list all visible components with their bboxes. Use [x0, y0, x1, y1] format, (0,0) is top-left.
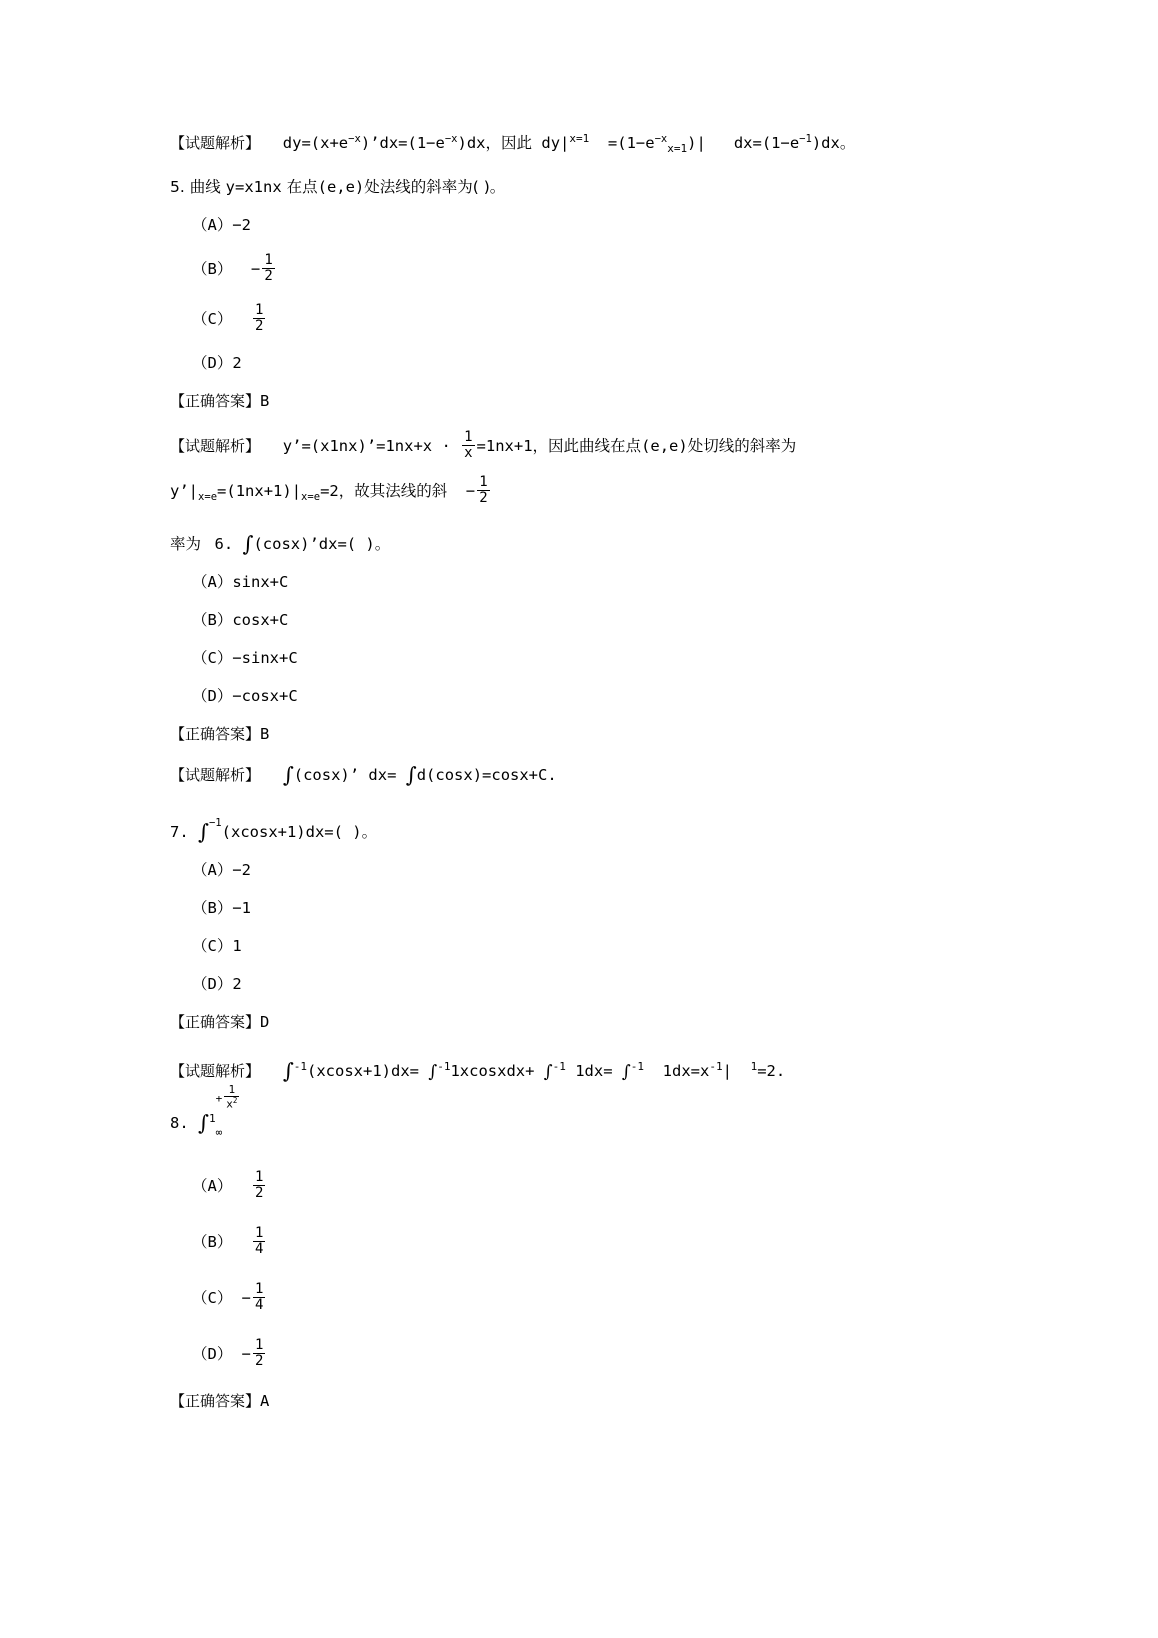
q5-option-c[interactable]: （C） $\frac{1}{2}$: [192, 302, 264, 335]
analysis-label: 【试题解析】: [170, 134, 261, 153]
answer-label: 【正确答案】: [170, 1012, 261, 1031]
q7-analysis-content: ∫$^{-1}$(xcosx+1)dx= ∫$^{-1}$1xcosxdx+ ∫$^{-1}$ 1dx= ∫$^{-1}$ $1dx=x^{-1}|$ $^1$=2.: [282, 1058, 786, 1083]
q7-option-d[interactable]: （D）2: [192, 974, 242, 993]
q6-option-d[interactable]: （D）−cosx+C: [192, 687, 298, 706]
answer-label: 【正确答案】: [170, 725, 261, 744]
q5-analysis-line2: [170, 465, 988, 523]
q5-stem: [170, 168, 988, 206]
q6-option-a[interactable]: （A）sinx+C: [192, 573, 289, 592]
q8-answer-value: A: [260, 1391, 270, 1410]
q8-stem: [170, 1083, 988, 1158]
q7-option-a[interactable]: （A）−2: [192, 860, 251, 879]
answer-label: 【正确答案】: [170, 392, 261, 411]
q5-analysis-line3: [170, 523, 988, 563]
q7-answer: [170, 1003, 988, 1042]
q5-analysis-content-1: y’=(x1nx)’=1nx+x · $\frac{1}{x}$ =1nx+1，因此曲线在点(e,e)处切线的斜率为: [264, 429, 797, 462]
q7-option-c[interactable]: （C）1: [192, 936, 242, 955]
q5-option-b[interactable]: （B） − $\frac{1}{2}$: [192, 252, 273, 285]
q8-option-a[interactable]: （A） $\frac{1}{2}$: [192, 1168, 264, 1201]
q5-analysis: [170, 427, 988, 465]
q7-stem-text: 7. ∫$^{-1}$(xcosx+1)dx=( )。: [170, 817, 378, 844]
q5-analysis-content-2: $y’|_{x=e}=(1nx+1)|_{x=e}=2$，故其法线的斜 − $\frac{1}{2}$: [170, 474, 488, 507]
q8-option-c[interactable]: （C） − $\frac{1}{4}$: [192, 1280, 264, 1313]
q7-stem: [170, 808, 988, 850]
q8-number: 8.: [170, 1114, 189, 1133]
q6-answer: [170, 715, 988, 754]
q8-answer: [170, 1382, 988, 1421]
q5-analysis-content-3: 率为: [170, 535, 202, 554]
q8-option-d[interactable]: （D） − $\frac{1}{2}$: [192, 1336, 264, 1369]
analysis-q4-content: $dy=(x+e^{-x})’dx=(1-e^{-x})dx$，因此 $dy|^{x=1} =(1-e^{-x}_{x=1})|$ $dx=(1-e^{-1})dx$。: [264, 132, 856, 156]
q7-answer-value: D: [260, 1012, 270, 1031]
q8-stem-text: 8. ∫$^1$ + $\frac{1}{x^2}$ ∞: [170, 1083, 238, 1139]
q7-analysis: [170, 1048, 988, 1090]
analysis-q4: [170, 120, 988, 168]
q6-analysis-content: ∫(cosx)’ dx= ∫d(cosx)=cosx+C.: [282, 763, 557, 788]
analysis-label: 【试题解析】: [170, 1061, 261, 1080]
q7-option-b[interactable]: （B）−1: [192, 898, 251, 917]
q5-answer-value: B: [260, 392, 270, 411]
q6-answer-value: B: [260, 725, 270, 744]
q6-number: 6.: [214, 535, 234, 554]
q5-option-d[interactable]: （D）2: [192, 354, 242, 373]
q5-answer: [170, 382, 988, 421]
analysis-label: 【试题解析】: [170, 437, 261, 456]
analysis-label: 【试题解析】: [170, 766, 261, 785]
q6-option-c[interactable]: （C）−sinx+C: [192, 649, 298, 668]
q6-option-b[interactable]: （B）cosx+C: [192, 611, 289, 630]
q5-stem-text: 曲线 y=x1nx 在点(e,e)处法线的斜率为( )。: [189, 178, 506, 197]
q5-option-a[interactable]: （A）−2: [192, 216, 251, 235]
q8-option-b[interactable]: （B） $\frac{1}{4}$: [192, 1224, 264, 1257]
q7-number: 7.: [170, 822, 189, 841]
q5-number: 5.: [170, 178, 185, 197]
q6-analysis: [170, 754, 988, 794]
q6-stem: 6. ∫(cosx)’dx=( )。: [214, 532, 391, 557]
answer-label: 【正确答案】: [170, 1391, 261, 1410]
